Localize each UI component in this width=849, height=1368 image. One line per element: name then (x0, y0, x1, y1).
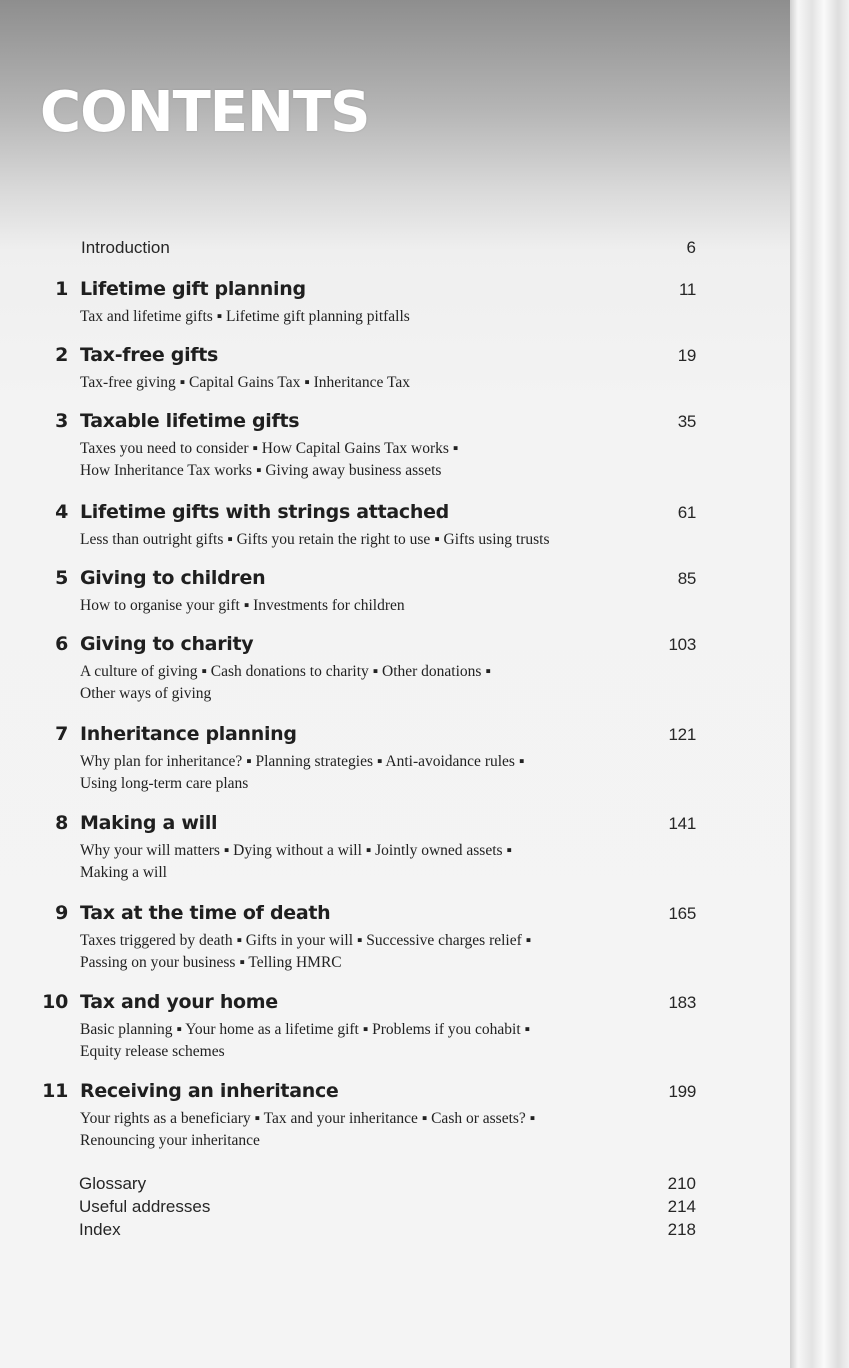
chapter-subtopics (80, 840, 696, 884)
chapter-number: 9 (55, 902, 68, 924)
chapter-subtopics (80, 751, 696, 795)
chapter-page-number: 121 (668, 725, 696, 744)
toc-chapter-3 (38, 410, 696, 482)
chapter-number: 3 (55, 410, 68, 432)
chapter-heading (38, 991, 696, 1013)
chapter-page-number: 183 (668, 993, 696, 1012)
chapter-heading (38, 278, 696, 300)
chapter-title: Lifetime gift planning (80, 278, 306, 300)
subtopic-line: Basic planning ▪ Your home as a lifetime gift ▪ Problems if you cohabit ▪ (80, 1021, 530, 1038)
chapter-page-number: 61 (677, 503, 696, 522)
chapter-subtopics (80, 1019, 696, 1063)
toc-chapter-11 (38, 1080, 696, 1152)
chapter-heading (38, 1080, 696, 1102)
subtopic-line: A culture of giving ▪ Cash donations to charity ▪ Other donations ▪ (80, 663, 491, 680)
subtopic-line: How to organise your gift ▪ Investments for children (80, 597, 405, 614)
page-title: CONTENTS (40, 80, 370, 145)
back-matter-page: 218 (667, 1220, 696, 1239)
chapter-heading (38, 633, 696, 655)
toc-chapter-4 (38, 501, 696, 551)
chapter-page-number: 35 (677, 412, 696, 431)
chapter-subtopics (80, 306, 696, 328)
toc-chapter-2 (38, 344, 696, 394)
subtopic-line: Renouncing your inheritance (80, 1132, 260, 1149)
subtopic-line: Tax and lifetime gifts ▪ Lifetime gift planning pitfalls (80, 308, 410, 325)
chapter-page-number: 11 (678, 280, 696, 299)
book-spine-edge (790, 0, 849, 1368)
chapter-page-number: 19 (677, 346, 696, 365)
chapter-heading (38, 902, 696, 924)
back-matter-label: Index (79, 1220, 121, 1239)
chapter-subtopics (80, 595, 696, 617)
chapter-title: Taxable lifetime gifts (80, 410, 300, 432)
chapter-title: Giving to charity (80, 633, 254, 655)
chapter-title: Tax-free gifts (80, 344, 219, 366)
chapter-subtopics (80, 1108, 696, 1152)
back-matter-page: 214 (667, 1197, 696, 1216)
toc-chapter-10 (38, 991, 696, 1063)
chapter-heading (38, 723, 696, 745)
chapter-title: Inheritance planning (80, 723, 297, 745)
chapter-number: 6 (55, 633, 68, 655)
chapter-number: 5 (55, 567, 68, 589)
chapter-number: 10 (42, 991, 68, 1013)
chapter-page-number: 165 (668, 904, 696, 923)
subtopic-line: Making a will (80, 864, 167, 881)
toc-chapter-5 (38, 567, 696, 617)
chapter-page-number: 103 (668, 635, 696, 654)
chapter-title: Tax and your home (80, 991, 278, 1013)
subtopic-line: Less than outright gifts ▪ Gifts you retain the right to use ▪ Gifts using trusts (80, 531, 550, 548)
subtopic-line: Taxes you need to consider ▪ How Capital Gains Tax works ▪ (80, 440, 459, 457)
toc-back-matter-item (79, 1218, 696, 1241)
chapter-subtopics (80, 372, 696, 394)
chapter-heading (38, 567, 696, 589)
subtopic-line: Your rights as a beneficiary ▪ Tax and your inheritance ▪ Cash or assets? ▪ (80, 1110, 536, 1127)
back-matter-label: Useful addresses (79, 1197, 211, 1216)
chapter-title: Receiving an inheritance (80, 1080, 339, 1102)
chapter-title: Lifetime gifts with strings attached (80, 501, 449, 523)
chapter-number: 7 (55, 723, 68, 745)
back-matter-label: Glossary (79, 1174, 147, 1193)
chapter-subtopics (80, 438, 696, 482)
toc-back-matter-item (79, 1172, 696, 1195)
chapter-heading (38, 344, 696, 366)
toc-chapter-1 (38, 278, 696, 328)
toc-chapter-9 (38, 902, 696, 974)
chapter-title: Tax at the time of death (80, 902, 331, 924)
toc-chapter-6 (38, 633, 696, 705)
subtopic-line: Using long-term care plans (80, 775, 249, 792)
subtopic-line: Why your will matters ▪ Dying without a will ▪ Jointly owned assets ▪ (80, 842, 512, 859)
subtopic-line: Passing on your business ▪ Telling HMRC (80, 954, 342, 971)
toc-introduction (81, 238, 696, 258)
introduction-label: Introduction (81, 238, 170, 257)
subtopic-line: Other ways of giving (80, 685, 212, 702)
toc-chapter-8 (38, 812, 696, 884)
chapter-subtopics (80, 661, 696, 705)
chapter-subtopics (80, 529, 696, 551)
subtopic-line: Tax-free giving ▪ Capital Gains Tax ▪ Inheritance Tax (80, 374, 410, 391)
chapter-heading (38, 812, 696, 834)
toc-chapter-7 (38, 723, 696, 795)
chapter-number: 4 (55, 501, 68, 523)
chapter-number: 1 (55, 278, 68, 300)
chapter-number: 11 (42, 1080, 68, 1102)
chapter-subtopics (80, 930, 696, 974)
chapter-number: 8 (55, 812, 68, 834)
subtopic-line: How Inheritance Tax works ▪ Giving away business assets (80, 462, 442, 479)
toc-back-matter-item (79, 1195, 696, 1218)
chapter-page-number: 85 (677, 569, 696, 588)
chapter-number: 2 (55, 344, 68, 366)
introduction-page: 6 (686, 238, 696, 257)
chapter-heading (38, 410, 696, 432)
chapter-title: Giving to children (80, 567, 266, 589)
subtopic-line: Equity release schemes (80, 1043, 225, 1060)
subtopic-line: Why plan for inheritance? ▪ Planning strategies ▪ Anti-avoidance rules ▪ (80, 753, 525, 770)
chapter-title: Making a will (80, 812, 218, 834)
chapter-page-number: 199 (668, 1082, 696, 1101)
subtopic-line: Taxes triggered by death ▪ Gifts in your will ▪ Successive charges relief ▪ (80, 932, 532, 949)
back-matter-list (79, 1172, 696, 1241)
back-matter-page: 210 (667, 1174, 696, 1193)
chapter-page-number: 141 (668, 814, 696, 833)
chapter-heading (38, 501, 696, 523)
